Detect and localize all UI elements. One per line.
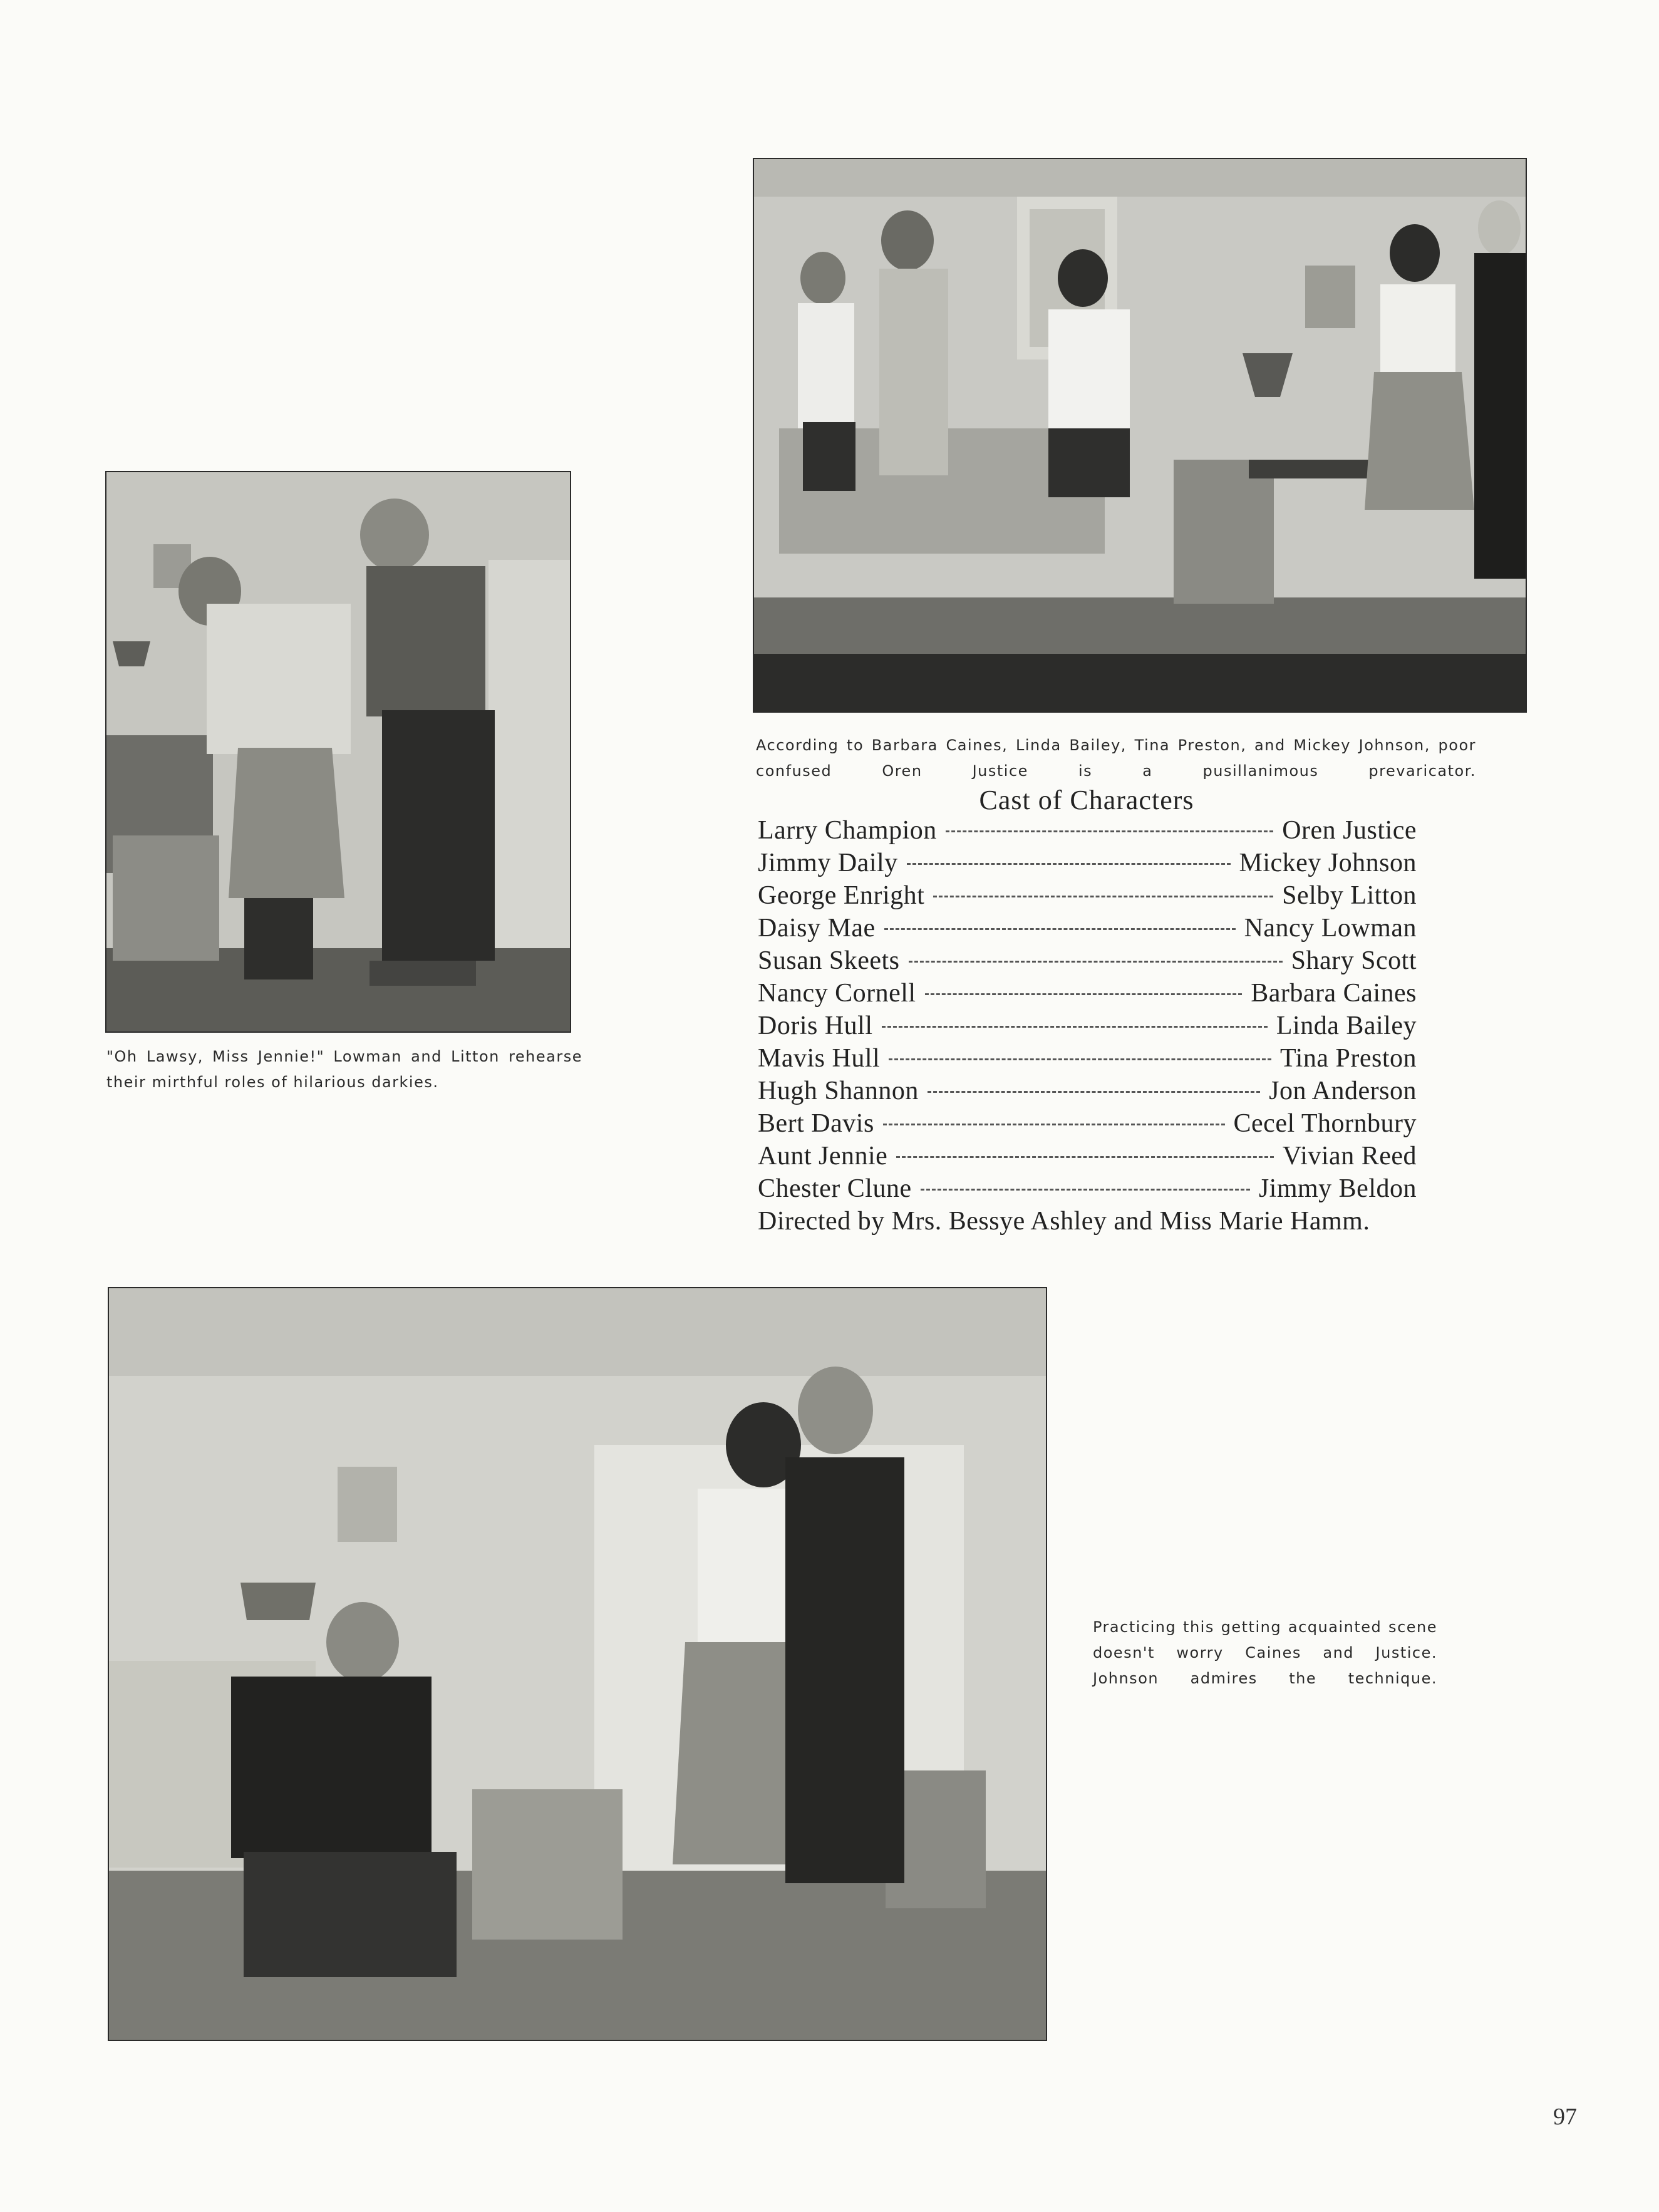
cast-role: Aunt Jennie bbox=[758, 1142, 888, 1171]
leader-dashes bbox=[896, 1156, 1274, 1158]
cast-role: Susan Skeets bbox=[758, 946, 900, 975]
cast-actor: Selby Litton bbox=[1282, 881, 1417, 910]
cast-actor: Vivian Reed bbox=[1282, 1142, 1417, 1171]
cast-entry bbox=[758, 946, 1417, 978]
directed-by: Directed by Mrs. Bessye Ashley and Miss Marie Hamm. bbox=[758, 1207, 1370, 1236]
cast-role: Nancy Cornell bbox=[758, 979, 916, 1008]
leader-dashes bbox=[921, 1189, 1250, 1191]
caption-acquainted-scene: Practicing this getting acquainted scene doesn't worry Caines and Justice. Johnson admires the technique. bbox=[1093, 1618, 1437, 1687]
leader-dashes bbox=[928, 1091, 1260, 1093]
cast-actor: Tina Preston bbox=[1280, 1044, 1417, 1073]
leader-dashes bbox=[889, 1058, 1271, 1060]
cast-entry bbox=[758, 1076, 1417, 1109]
cast-actor: Barbara Caines bbox=[1251, 979, 1417, 1008]
cast-actor: Cecel Thornbury bbox=[1233, 1109, 1417, 1138]
cast-role: Hugh Shannon bbox=[758, 1077, 919, 1105]
cast-role: Jimmy Daily bbox=[758, 849, 898, 877]
leader-dashes bbox=[909, 961, 1283, 963]
cast-entry bbox=[758, 1109, 1417, 1141]
cast-entry bbox=[758, 978, 1417, 1011]
leader-dashes bbox=[925, 993, 1243, 995]
cast-actor: Mickey Johnson bbox=[1239, 849, 1417, 877]
cast-role: George Enright bbox=[758, 881, 925, 910]
cast-role: Chester Clune bbox=[758, 1174, 912, 1203]
cast-list bbox=[758, 815, 1417, 1206]
cast-actor: Shary Scott bbox=[1291, 946, 1417, 975]
cast-role: Bert Davis bbox=[758, 1109, 874, 1138]
cast-role: Daisy Mae bbox=[758, 914, 876, 943]
caption-stage-scene: According to Barbara Caines, Linda Bailey, Tina Preston, and Mickey Johnson, poor confused Oren Justice is a pusillanimous prevaricator. bbox=[756, 736, 1476, 780]
cast-heading: Cast of Characters bbox=[979, 785, 1194, 815]
cast-role: Mavis Hull bbox=[758, 1044, 881, 1073]
leader-dashes bbox=[946, 830, 1273, 832]
photo-acquainted-scene bbox=[108, 1287, 1047, 2041]
cast-entry bbox=[758, 1043, 1417, 1076]
cast-entry bbox=[758, 1011, 1417, 1043]
caption-telephone-rehearsal: "Oh Lawsy, Miss Jennie!" Lowman and Litton rehearse their mirthful roles of hilarious darkies. bbox=[106, 1048, 582, 1091]
cast-entry bbox=[758, 848, 1417, 881]
cast-entry bbox=[758, 1141, 1417, 1174]
cast-entry bbox=[758, 881, 1417, 913]
leader-dashes bbox=[907, 863, 1231, 865]
cast-role: Larry Champion bbox=[758, 816, 937, 845]
cast-actor: Linda Bailey bbox=[1276, 1011, 1417, 1040]
cast-entry bbox=[758, 1174, 1417, 1206]
photo-stage-scene bbox=[753, 158, 1527, 713]
leader-dashes bbox=[882, 1026, 1268, 1028]
cast-entry bbox=[758, 913, 1417, 946]
leader-dashes bbox=[883, 1124, 1225, 1125]
cast-actor: Jon Anderson bbox=[1269, 1077, 1417, 1105]
leader-dashes bbox=[884, 928, 1236, 930]
cast-entry bbox=[758, 815, 1417, 848]
page-number: 97 bbox=[1553, 2104, 1577, 2130]
cast-actor: Jimmy Beldon bbox=[1258, 1174, 1417, 1203]
photo-telephone-rehearsal bbox=[105, 471, 571, 1033]
leader-dashes bbox=[933, 896, 1273, 897]
cast-actor: Nancy Lowman bbox=[1244, 914, 1417, 943]
cast-actor: Oren Justice bbox=[1282, 816, 1417, 845]
cast-role: Doris Hull bbox=[758, 1011, 873, 1040]
